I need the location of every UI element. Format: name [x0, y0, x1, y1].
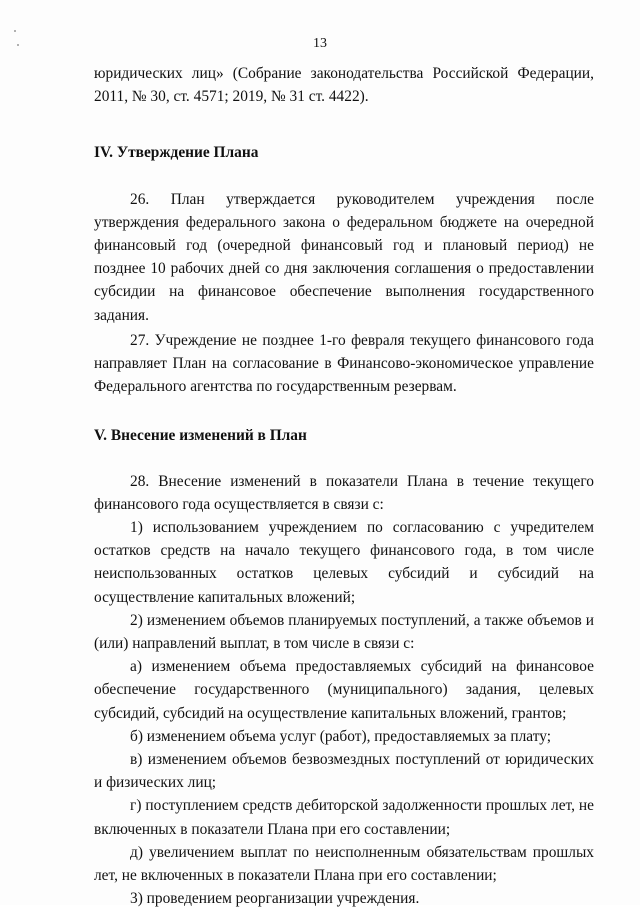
paragraph-28: 28. Внесение изменений в показатели Плана в течение текущего финансового года осуществляется в связи с: [94, 472, 594, 513]
section-heading-5: V. Внесение изменений в План [94, 427, 307, 445]
section-heading-4: IV. Утверждение Плана [94, 144, 259, 162]
list-item-2b: б) изменением объема услуг (работ), предоставляемых за плату; [130, 727, 551, 745]
list-item-2v: в) изменением объемов безвозмездных поступлений от юридических и физических лиц; [94, 751, 594, 792]
list-item-1: 1) использованием учреждением по согласованию с учредителем остатков средств на начало текущего финансового года, в том числе неиспользованных остатков целевых субсидий и субсидий на осуществление капитальных вложений; [94, 519, 594, 606]
list-item-2g: г) поступлением средств дебиторской задолженности прошлых лет, не включенных в показатели Плана при его составлении; [94, 797, 594, 838]
paragraph-26: 26. План утверждается руководителем учреждения после утверждения федерального закона о федеральном бюджете на очередной финансовый год (очередной финансовый год и плановый период) не позднее 10 рабочих дней со дня заключения соглашения о предоставлении субсидии на финансовое обеспечение выполнения государственного задания. [94, 190, 594, 324]
scan-speck [14, 30, 16, 32]
list-item-2a: а) изменением объема предоставляемых субсидий на финансовое обеспечение государственного (муниципального) задания, целевых субсидий, субсидий на осуществление капитальных вложений, грантов; [94, 658, 594, 722]
list-item-3: 3) проведением реорганизации учреждения. [130, 890, 420, 908]
list-item-2d: д) увеличением выплат по неисполненным обязательствам прошлых лет, не включенных в показатели Плана при его составлении; [94, 843, 594, 885]
list-item-2: 2) изменением объемов планируемых поступлений, а также объемов и (или) направлений выплат, в том числе в связи с: [94, 611, 594, 653]
page-number: 13 [313, 36, 327, 51]
paragraph-27: 27. Учреждение не позднее 1-го февраля текущего финансового года направляет План на согласование в Финансово-экономическое управление Федерального агентства по государственным резервам. [94, 331, 594, 396]
intro-paragraph: юридических лиц» (Собрание законодательства Российской Федерации, 2011, № 30, ст. 4571; 2019, № 31 ст. 4422). [94, 65, 594, 106]
document-body [94, 62, 594, 911]
